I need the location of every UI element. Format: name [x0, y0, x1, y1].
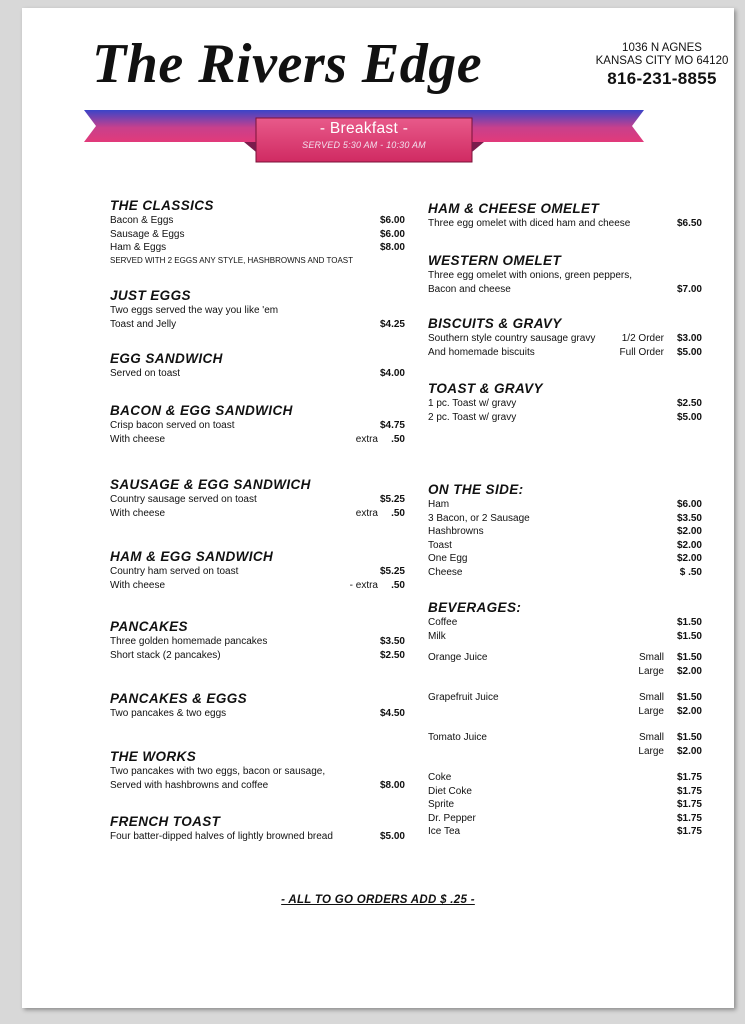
- section-title: PANCAKES: [110, 619, 188, 634]
- item-price: $1.50: [676, 732, 702, 743]
- item-price: $1.75: [676, 812, 702, 824]
- menu-section: [428, 482, 736, 579]
- menu-section: [428, 201, 736, 231]
- item-description: Country ham served on toast: [110, 566, 239, 577]
- item-description: Tomato Juice: [428, 732, 487, 743]
- menu-item-row: [428, 691, 736, 705]
- banner-label: - Breakfast -: [319, 120, 409, 137]
- menu-section: [110, 351, 405, 381]
- item-price: $4.50: [379, 708, 405, 719]
- item-qualifier: Large: [638, 705, 664, 717]
- menu-section: [110, 749, 405, 792]
- menu-item-row: [110, 765, 405, 779]
- item-price: $6.00: [379, 228, 405, 240]
- item-description: With cheese: [110, 579, 166, 591]
- item-description: Toast and Jelly: [110, 318, 177, 330]
- item-description: Served on toast: [110, 368, 181, 379]
- section-title: THE CLASSICS: [110, 198, 214, 213]
- item-description: Crisp bacon served on toast: [110, 420, 235, 431]
- item-price: $5.00: [676, 411, 702, 423]
- menu-item-row: [428, 616, 736, 630]
- section-title: FRENCH TOAST: [110, 814, 221, 829]
- item-description: One Egg: [428, 553, 468, 564]
- item-description: Four batter-dipped halves of lightly browned bread: [110, 831, 333, 842]
- item-price: $1.75: [676, 785, 702, 797]
- menu-item-row: [428, 745, 736, 759]
- item-price: $2.00: [676, 705, 702, 717]
- menu-item-row: [110, 649, 405, 663]
- menu-section: [110, 814, 405, 844]
- menu-section: [110, 691, 405, 721]
- menu-item-row: [110, 419, 405, 433]
- item-description: Three egg omelet with onions, green peppers,: [428, 270, 633, 281]
- address-street: 1036 N AGNES: [622, 42, 702, 54]
- item-description: And homemade biscuits: [428, 346, 535, 358]
- item-description: Cheese: [428, 566, 463, 578]
- item-price: $ .50: [679, 566, 702, 578]
- menu-section: [110, 477, 405, 520]
- menu-item-row: [428, 397, 736, 411]
- item-qualifier: extra: [355, 507, 378, 519]
- item-qualifier: Small: [638, 652, 664, 663]
- menu-item-row: [428, 771, 736, 785]
- item-price: $4.25: [379, 318, 405, 330]
- item-description: Sprite: [428, 799, 455, 810]
- menu-section: [110, 549, 405, 592]
- item-price: $2.00: [676, 539, 702, 551]
- section-title: HAM & EGG SANDWICH: [110, 549, 274, 564]
- menu-item-row: [428, 346, 736, 360]
- item-qualifier: Small: [638, 692, 664, 703]
- address-block: [592, 42, 732, 90]
- section-note: SERVED WITH 2 EGGS ANY STYLE, HASHBROWNS AND TOAST: [110, 255, 354, 265]
- item-price: $1.50: [676, 630, 702, 642]
- menu-item-row: [428, 785, 736, 799]
- menu-section: [110, 198, 405, 266]
- item-price: $3.00: [676, 333, 702, 344]
- restaurant-name: The Rivers Edge: [92, 33, 483, 95]
- menu-item-row: [428, 731, 736, 745]
- menu-item-row: [110, 318, 405, 332]
- menu-item-row: [428, 217, 736, 231]
- menu-item-row: [110, 635, 405, 649]
- menu-section: [110, 288, 405, 331]
- menu-section: [428, 600, 736, 839]
- item-price: $2.50: [676, 398, 702, 409]
- item-price: $1.50: [676, 692, 702, 703]
- phone-number: 816-231-8855: [607, 69, 717, 88]
- menu-item-row: [428, 665, 736, 679]
- section-title: EGG SANDWICH: [110, 351, 223, 366]
- menu-item-row: [428, 512, 736, 526]
- item-price: .50: [391, 433, 405, 445]
- menu-section: [110, 619, 405, 662]
- item-qualifier: - extra: [349, 579, 378, 591]
- item-description: Two pancakes & two eggs: [110, 708, 227, 719]
- item-description: Orange Juice: [428, 652, 488, 663]
- item-price: $6.50: [676, 218, 702, 229]
- item-price: $5.25: [379, 566, 405, 577]
- section-title: HAM & CHEESE OMELET: [428, 201, 600, 216]
- section-title: BISCUITS & GRAVY: [428, 316, 562, 331]
- item-price: $1.75: [676, 826, 702, 837]
- section-title: BEVERAGES:: [428, 600, 522, 615]
- item-description: Served with hashbrowns and coffee: [110, 779, 269, 791]
- item-description: 2 pc. Toast w/ gravy: [428, 411, 517, 423]
- menu-item-row: [110, 579, 405, 593]
- menu-item-row: [428, 269, 736, 283]
- item-description: Grapefruit Juice: [428, 692, 499, 703]
- section-title: SAUSAGE & EGG SANDWICH: [110, 477, 311, 492]
- item-price: $3.50: [676, 512, 702, 524]
- item-price: $6.00: [676, 499, 702, 510]
- section-title: ON THE SIDE:: [428, 482, 524, 497]
- item-price: $6.00: [379, 215, 405, 226]
- menu-item-row: [428, 283, 736, 297]
- menu-section: [428, 253, 736, 296]
- menu-item-row: [110, 214, 405, 228]
- menu-item-row: [428, 525, 736, 539]
- item-price: $3.50: [379, 636, 405, 647]
- item-description: Bacon & Eggs: [110, 215, 174, 226]
- menu-item-row: [428, 705, 736, 719]
- menu-item-row: [110, 433, 405, 447]
- item-description: Country sausage served on toast: [110, 494, 257, 505]
- menu-page: [22, 8, 734, 1008]
- item-description: Three golden homemade pancakes: [110, 636, 268, 647]
- item-qualifier: 1/2 Order: [621, 333, 664, 344]
- item-description: Bacon and cheese: [428, 283, 511, 295]
- section-title: WESTERN OMELET: [428, 253, 562, 268]
- item-description: Toast: [428, 539, 452, 551]
- menu-item-row: [428, 539, 736, 553]
- item-description: Diet Coke: [428, 785, 472, 797]
- menu-item-row: [428, 498, 736, 512]
- item-price: $4.00: [379, 368, 405, 379]
- item-qualifier: Large: [638, 745, 664, 757]
- section-title: JUST EGGS: [110, 288, 191, 303]
- item-qualifier: extra: [355, 433, 378, 445]
- item-description: With cheese: [110, 433, 166, 445]
- menu-item-row: [428, 552, 736, 566]
- item-description: Hashbrowns: [428, 526, 484, 537]
- item-qualifier: Small: [638, 732, 664, 743]
- to-go-notice: - ALL TO GO ORDERS ADD $ .25 -: [281, 894, 475, 906]
- item-price: $1.50: [676, 617, 702, 628]
- item-description: Southern style country sausage gravy: [428, 333, 596, 344]
- menu-item-row: [110, 493, 405, 507]
- item-price: $2.00: [676, 526, 702, 537]
- item-description: With cheese: [110, 507, 166, 519]
- item-description: Ham: [428, 499, 450, 510]
- menu-item-row: [110, 228, 405, 242]
- section-title: THE WORKS: [110, 749, 197, 764]
- item-price: $5.00: [379, 831, 405, 842]
- menu-section: [110, 403, 405, 446]
- menu-item-row: [110, 707, 405, 721]
- menu-item-row: [428, 651, 736, 665]
- menu-item-row: [110, 779, 405, 793]
- item-price: $1.75: [676, 799, 702, 810]
- item-price: .50: [391, 507, 405, 519]
- menu-item-row: [428, 825, 736, 839]
- item-price: $8.00: [379, 242, 405, 253]
- item-description: Two eggs served the way you like 'em: [110, 305, 279, 316]
- item-price: $7.00: [676, 283, 702, 295]
- item-description: Milk: [428, 630, 446, 642]
- section-title: BACON & EGG SANDWICH: [110, 403, 293, 418]
- item-description: Short stack (2 pancakes): [110, 649, 221, 661]
- menu-item-row: [428, 566, 736, 580]
- item-description: Coffee: [428, 617, 458, 628]
- item-price: $2.00: [676, 553, 702, 564]
- item-price: .50: [391, 579, 405, 591]
- menu-item-row: [110, 830, 405, 844]
- menu-item-row: [428, 332, 736, 346]
- item-price: $1.75: [676, 772, 702, 783]
- menu-item-row: [428, 411, 736, 425]
- menu-section: [428, 381, 736, 424]
- item-description: Dr. Pepper: [428, 812, 476, 824]
- menu-section: [428, 316, 736, 359]
- item-price: $2.50: [379, 649, 405, 661]
- item-description: Coke: [428, 772, 452, 783]
- item-price: $5.25: [379, 494, 405, 505]
- menu-item-row: [110, 241, 405, 255]
- section-title: PANCAKES & EGGS: [110, 691, 248, 706]
- item-description: 3 Bacon, or 2 Sausage: [428, 512, 530, 524]
- section-title: TOAST & GRAVY: [428, 381, 543, 396]
- item-description: Three egg omelet with diced ham and cheese: [428, 218, 631, 229]
- menu-item-row: [110, 367, 405, 381]
- banner-hours: SERVED 5:30 AM - 10:30 AM: [302, 140, 426, 150]
- item-qualifier: Full Order: [619, 346, 664, 358]
- item-price: $4.75: [379, 420, 405, 431]
- menu-item-row: [428, 630, 736, 644]
- item-price: $1.50: [676, 652, 702, 663]
- item-description: Ham & Eggs: [110, 242, 167, 253]
- item-price: $2.00: [676, 665, 702, 677]
- item-qualifier: Large: [638, 665, 664, 677]
- item-price: $2.00: [676, 745, 702, 757]
- menu-item-row: [110, 565, 405, 579]
- item-price: $5.00: [676, 346, 702, 358]
- menu-item-row: [428, 812, 736, 826]
- item-description: 1 pc. Toast w/ gravy: [428, 398, 517, 409]
- menu-item-row: [110, 304, 405, 318]
- item-description: Ice Tea: [428, 826, 461, 837]
- menu-item-row: [428, 798, 736, 812]
- item-description: Two pancakes with two eggs, bacon or sausage,: [110, 766, 326, 777]
- menu-item-row: [110, 507, 405, 521]
- address-city: KANSAS CITY MO 64120: [595, 55, 729, 67]
- item-description: Sausage & Eggs: [110, 228, 185, 240]
- item-price: $8.00: [379, 779, 405, 791]
- breakfast-banner: [84, 108, 644, 166]
